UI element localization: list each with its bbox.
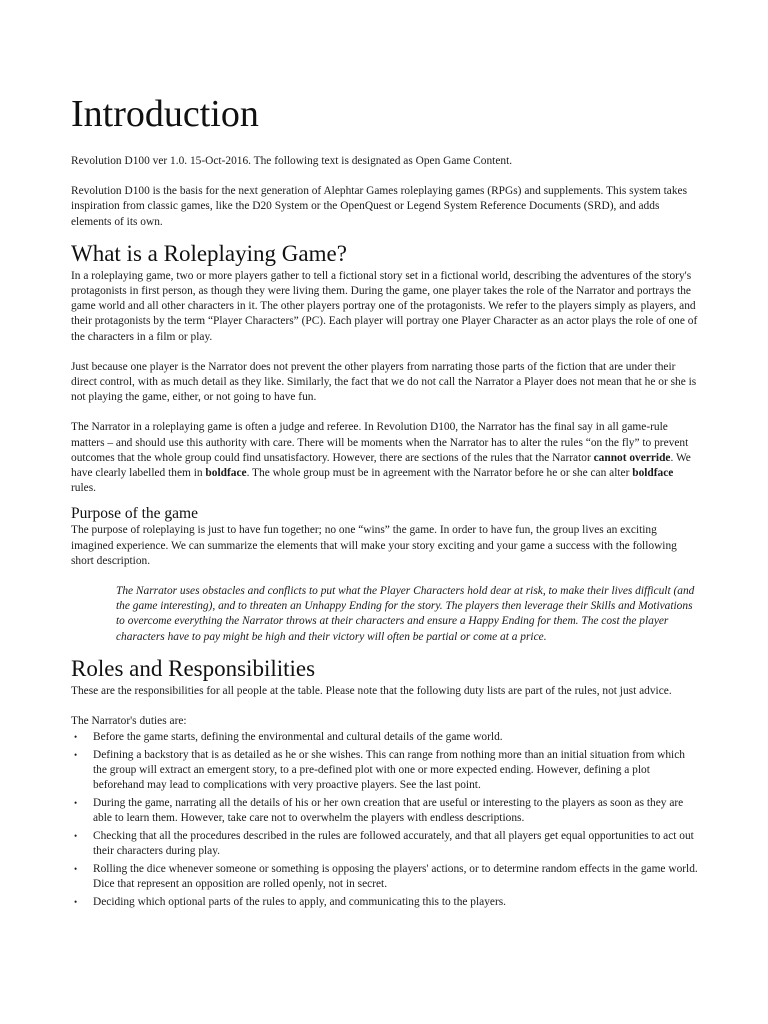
list-item: [71, 862, 699, 892]
list-item: [71, 748, 699, 794]
list-item: [71, 730, 699, 745]
bullet-icon: •: [74, 798, 78, 809]
bullet-icon: •: [74, 831, 78, 842]
list-item: [71, 796, 699, 826]
bold-boldface-2: boldface: [632, 467, 674, 480]
bold-cannot-override: cannot override: [593, 451, 671, 464]
purpose-quote: The Narrator uses obstacles and conflicts to put what the Player Characters hold dear at risk, to make their lives difficult (and the game interesting), and to threaten an Unhappy Ending for the story. The players then leverage their Skills and Motivations to overcome everything the Narrator throws at their characters and ensure a Happy Ending for them. The cost the player characters have to pay might be high and their victory will often be partial or come at a price.: [116, 585, 695, 643]
bullet-icon: •: [74, 732, 78, 743]
bullet-icon: •: [74, 897, 78, 908]
list-item: [71, 895, 699, 910]
duty-text: Rolling the dice whenever someone or something is opposing the players' actions, or to determine random effects in the game world. Dice that represent an opposition are rolled openly, not in secret.: [93, 863, 698, 891]
duty-text: Before the game starts, defining the environmental and cultural details of the game world.: [93, 731, 503, 744]
roles-paragraph: These are the responsibilities for all people at the table. Please note that the following duty lists are part of the rules, not just advice.: [71, 684, 672, 697]
page-title: Introduction: [71, 93, 259, 135]
bullet-icon: •: [74, 750, 78, 761]
duty-text: Deciding which optional parts of the rules to apply, and communicating this to the players.: [93, 896, 507, 909]
what-is-paragraph-2: Just because one player is the Narrator does not prevent the other players from narrating those parts of the fiction that are under their direct control, with as much detail as they like. Similarly, the fact that we do not call the Narrator a Player does not mean that he or she is not playing the game, either, or not going to have fun.: [71, 360, 697, 404]
agreement-text: . The whole group must be in agreement with the Narrator before he or she can alter: [246, 467, 633, 480]
subsection-heading-purpose: Purpose of the game: [71, 505, 198, 523]
narrator-duties-list: [71, 730, 699, 910]
labelled-text: . We have clearly labelled them in: [71, 451, 691, 480]
section-heading-what-is: What is a Roleplaying Game?: [71, 240, 347, 266]
duty-text: During the game, narrating all the details of his or her own creation that are useful or interesting to the players as soon as they are able to learn them. However, take care not to overwhelm the players with endless descriptions.: [93, 797, 684, 825]
what-is-paragraph-1: In a roleplaying game, two or more players gather to tell a fictional story set in a fictional world, describing the adventures of the story's protagonists in first person, as though they were living them. During the game, one player takes the role of the Narrator and portrays the game world and all other characters in it. The other players portray one of the protagonists. We refer to the players simply as players, and their protagonists by the term “Player Characters” (PC). Each player will portray one Player Character as an actor plays the role of one of the characters in a film or play.: [71, 269, 698, 343]
version-paragraph: Revolution D100 ver 1.0. 15-Oct-2016. The following text is designated as Open Game Content.: [71, 155, 513, 167]
purpose-paragraph: The purpose of roleplaying is just to have fun together; no one “wins” the game. In order to have fun, the group lives an exciting imagined experience. We can summarize the elements that will make your story exciting and your game a success with the following short description.: [71, 524, 677, 567]
bullet-icon: •: [74, 864, 78, 875]
narrator-duties-intro: The Narrator's duties are:: [71, 715, 187, 728]
rules-text: rules.: [71, 482, 96, 495]
document-content: [71, 92, 699, 913]
section-heading-roles: Roles and Responsibilities: [71, 655, 316, 681]
narrator-authority-text: The Narrator in a roleplaying game is often a judge and referee. In Revolution D100, the Narrator has the final say in all game-rule matters – and should use this authority with care. There will be moments when the Narrator has to alter the rules “on the fly” to prevent outcomes that the whole group could find unsatisfactory. However, there are sections of the rules that the Narrator: [71, 421, 689, 464]
bold-boldface-1: boldface: [205, 467, 247, 480]
duty-text: Defining a backstory that is as detailed as he or she wishes. This can range from nothing more than an initial situation from which the group will extract an emergent story, to a pre-defined plot with one or more expected ending. However, defining a plot beforehand may lead to complications with very proactive players. See the last point.: [93, 749, 685, 792]
what-is-paragraph-3: [71, 420, 699, 496]
duty-text: Checking that all the procedures described in the rules are followed accurately, and that all players get equal opportunities to act out their characters during play.: [93, 830, 694, 858]
list-item: [71, 829, 699, 859]
basis-paragraph: Revolution D100 is the basis for the next generation of Alephtar Games roleplaying games (RPGs) and supplements. This system takes inspiration from classic games, like the D20 System or the OpenQuest or Legend System Reference Documents (SRD), and adds elements of its own.: [71, 185, 688, 228]
